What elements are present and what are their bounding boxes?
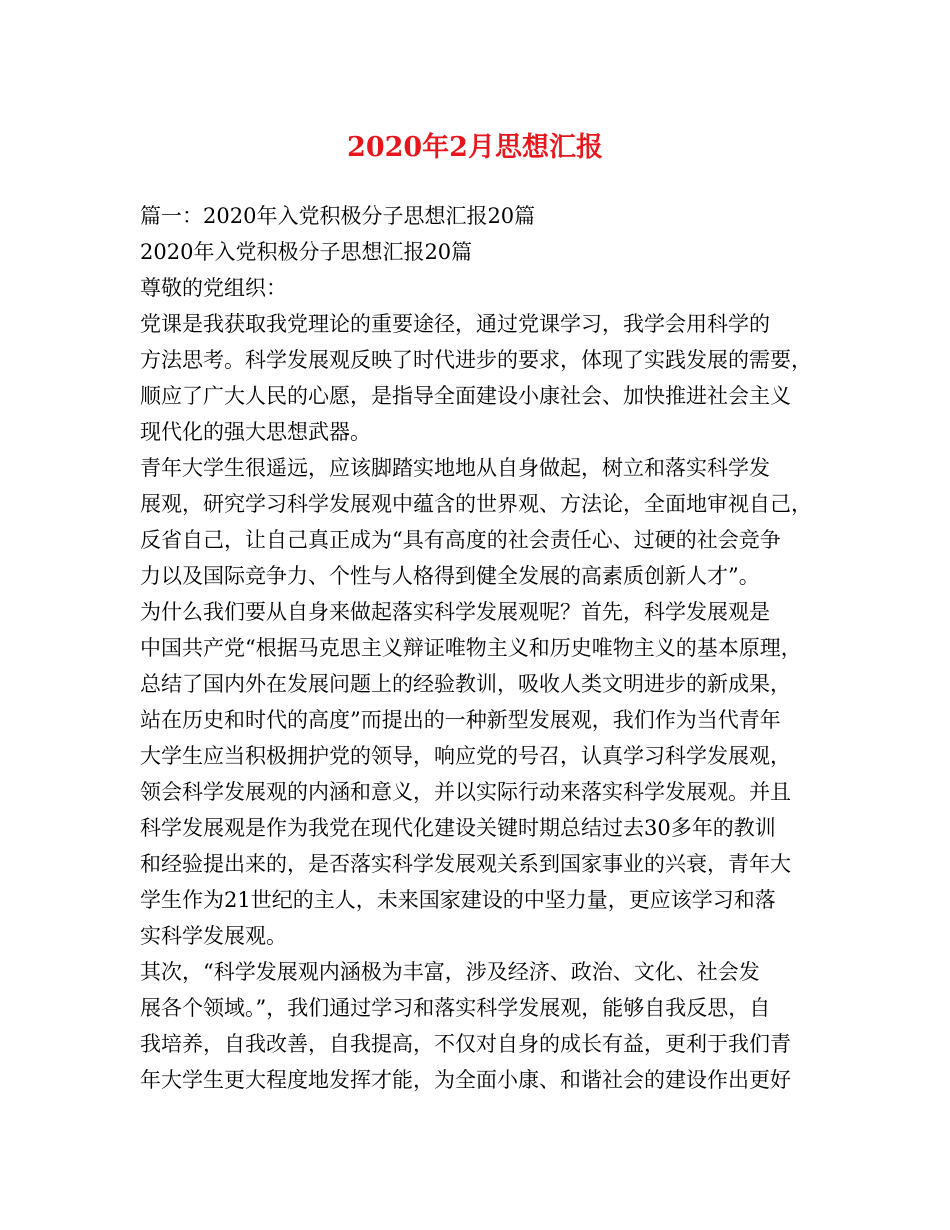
text-line-22: 其次，“科学发展观内涵极为丰富，涉及经济、政治、文化、社会发 xyxy=(140,960,760,984)
text-line-11: 力以及国际竞争力、个性与人格得到健全发展的高素质创新人才”。 xyxy=(140,564,760,588)
text-line-19: 和经验提出来的，是否落实科学发展观关系到国家事业的兴衰，青年大 xyxy=(140,852,791,876)
text-line-8: 青年大学生很遥远，应该脚踏实地地从自身做起，树立和落实科学发 xyxy=(140,456,770,480)
text-line-18: 科学发展观是作为我党在现代化建设关键时期总结过去30多年的教训 xyxy=(140,816,776,840)
text-line-3: 尊敬的党组织： xyxy=(140,276,287,300)
text-line-1: 篇一：2020年入党积极分子思想汇报20篇 xyxy=(140,204,536,228)
text-line-17: 领会科学发展观的内涵和意义，并以实际行动来落实科学发展观。并且 xyxy=(140,780,791,804)
text-line-2: 2020年入党积极分子思想汇报20篇 xyxy=(140,240,473,264)
text-line-10: 反省自己，让自己真正成为“具有高度的社会责任心、过硬的社会竞争 xyxy=(140,528,781,552)
document-title: 2020年2月思想汇报 xyxy=(347,132,603,163)
text-line-9: 展观，研究学习科学发展观中蕴含的世界观、方法论，全面地审视自己， xyxy=(140,492,812,516)
document-body xyxy=(140,198,820,1098)
text-line-24: 我培养，自我改善，自我提高，不仅对自身的成长有益，更利于我们青 xyxy=(140,1032,791,1056)
text-line-20: 学生作为21世纪的主人，未来国家建设的中坚力量，更应该学习和落 xyxy=(140,888,776,912)
text-line-23: 展各个领域。”，我们通过学习和落实科学发展观，能够自我反思，自 xyxy=(140,996,771,1020)
text-line-21: 实科学发展观。 xyxy=(140,924,287,948)
text-line-5: 方法思考。科学发展观反映了时代进步的要求，体现了实践发展的需要， xyxy=(140,348,812,372)
text-line-15: 站在历史和时代的高度”而提出的一种新型发展观，我们作为当代青年 xyxy=(140,708,781,732)
text-line-16: 大学生应当积极拥护党的领导，响应党的号召，认真学习科学发展观， xyxy=(140,744,791,768)
text-line-7: 现代化的强大思想武器。 xyxy=(140,420,371,444)
text-line-13: 中国共产党“根据马克思主义辩证唯物主义和历史唯物主义的基本原理， xyxy=(140,636,802,660)
text-line-14: 总结了国内外在发展问题上的经验教训，吸收人类文明进步的新成果， xyxy=(140,672,791,696)
text-line-25: 年大学生更大程度地发挥才能，为全面小康、和谐社会的建设作出更好 xyxy=(140,1068,791,1092)
text-line-4: 党课是我获取我党理论的重要途径，通过党课学习，我学会用科学的 xyxy=(140,312,770,336)
text-line-6: 顺应了广大人民的心愿，是指导全面建设小康社会、加快推进社会主义 xyxy=(140,384,791,408)
text-line-12: 为什么我们要从自身来做起落实科学发展观呢？首先，科学发展观是 xyxy=(140,600,770,624)
